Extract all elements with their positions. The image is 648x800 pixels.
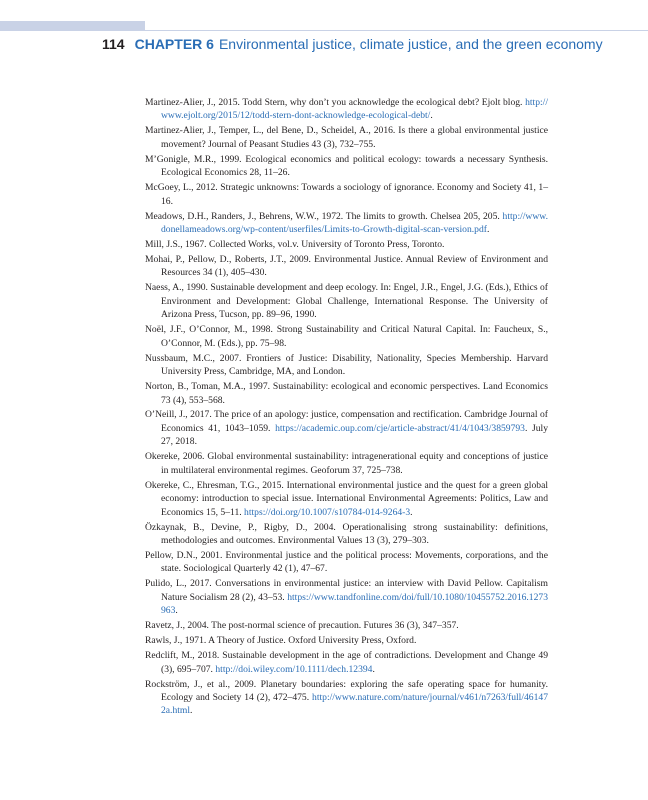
reference-item: Martinez-Alier, J., 2015. Todd Stern, why don’t you acknowledge the ecological debt? Ejolt blog. http://www.ejolt.org/2015/12/todd-stern-dont-acknowledge-ecological-debt/. (145, 97, 548, 122)
reference-item: Martinez-Alier, J., Temper, L., del Bene, D., Scheidel, A., 2016. Is there a global environmental justice movement? Journal of Peasant Studies 43 (3), 732–755. (145, 125, 548, 150)
running-head (102, 35, 603, 53)
reference-link[interactable]: http://www.nature.com/nature/journal/v461/n7263/full/461472a.html (161, 692, 548, 717)
reference-item: Mill, J.S., 1967. Collected Works, vol.v. University of Toronto Press, Toronto. (145, 239, 445, 251)
reference-item: Pulido, L., 2017. Conversations in environmental justice: an interview with David Pellow. Capitalism Nature Socialism 28 (2), 43–53. https://www.tandfonline.com/doi/full/10.1080/10455752.2016.1273963. (145, 578, 548, 617)
reference-item: O’Neill, J., 2017. The price of an apology: justice, compensation and rectification. Cambridge Journal of Economics 41, 1043–1059. https://academic.oup.com/cje/article-abstract/41/4/1043/3859793. July 27, 2018. (145, 409, 549, 448)
page-number: 114 (102, 36, 125, 52)
reference-item: Okereke, C., Ehresman, T.G., 2015. International environmental justice and the quest for a green global economy: introduction to special issue. International Environmental Agreements: Politics, Law and Economics 15, 5–11. https://doi.org/10.1007/s10784-014-9264-3. (145, 479, 548, 518)
reference-item: Nussbaum, M.C., 2007. Frontiers of Justice: Disability, Nationality, Species Membership. Harvard University Press, Cambridge, MA, and London. (145, 352, 548, 378)
reference-link[interactable]: http://doi.wiley.com/10.1111/dech.12394 (215, 663, 373, 675)
reference-link[interactable]: https://doi.org/10.1007/s10784-014-9264-3 (244, 506, 411, 518)
reference-item: Pellow, D.N., 2001. Environmental justice and the political process: Movements, corporations, and the state. Sociological Quarterly 42 (1), 47–67. (145, 550, 548, 575)
reference-item: Noël, J.F., O’Connor, M., 1998. Strong Sustainability and Critical Natural Capital. In: Faucheux, S., O’Connor, M. (Eds.), pp. 75–98. (145, 324, 548, 349)
reference-link[interactable]: https://www.tandfonline.com/doi/full/10.1080/10455752.2016.1273963 (161, 591, 548, 617)
reference-item: M’Gonigle, M.R., 1999. Ecological economics and political ecology: towards a necessary Synthesis. Ecological Economics 28, 11–26. (145, 153, 548, 179)
reference-link[interactable]: http://www.donellameadows.org/wp-content/userfiles/Limits-to-Growth-digital-scan-version.pdf (161, 210, 548, 236)
reference-item: Özkaynak, B., Devine, P., Rigby, D., 2004. Operationalising strong sustainability: definitions, methodologies and outcomes. Environmental Values 13 (3), 279–303. (145, 521, 548, 547)
header-tab-bar (0, 21, 145, 31)
reference-item: Norton, B., Toman, M.A., 1997. Sustainability: ecological and economic perspectives. Land Economics 73 (4), 553–568. (145, 381, 548, 406)
reference-item: Okereke, 2006. Global environmental sustainability: intragenerational equity and conceptions of justice in multilateral environmental regimes. Geoforum 37, 725–738. (145, 451, 548, 476)
header-rule (145, 30, 648, 31)
reference-item: Rockström, J., et al., 2009. Planetary boundaries: exploring the safe operating space for humanity. Ecology and Society 14 (2), 472–475. http://www.nature.com/nature/journal/v461/n7263/full/461472a.html. (145, 678, 548, 717)
reference-item: Mohai, P., Pellow, D., Roberts, J.T., 2009. Environmental Justice. Annual Review of Environment and Resources 34 (1), 405–430. (145, 253, 548, 279)
reference-link[interactable]: http://www.ejolt.org/2015/12/todd-stern-dont-acknowledge-ecological-debt/ (161, 97, 548, 122)
reference-item: Meadows, D.H., Randers, J., Behrens, W.W., 1972. The limits to growth. Chelsea 205, 205. http://www.donellameadows.org/wp-content/userfiles/Limits-to-Growth-digital-scan-version.pdf. (145, 210, 548, 236)
chapter-label: CHAPTER 6 (134, 36, 214, 52)
reference-item: Rawls, J., 1971. A Theory of Justice. Oxford University Press, Oxford. (145, 635, 417, 647)
reference-link[interactable]: https://academic.oup.com/cje/article-abstract/41/4/1043/3859793 (275, 422, 525, 434)
reference-item: McGoey, L., 2012. Strategic unknowns: Towards a sociology of ignorance. Economy and Society 41, 1–16. (145, 182, 548, 207)
reference-item: Redclift, M., 2018. Sustainable development in the age of contradictions. Development and Change 49 (3), 695–707. http://doi.wiley.com/10.1111/dech.12394. (145, 650, 548, 675)
reference-item: Naess, A., 1990. Sustainable development and deep ecology. In: Engel, J.R., Engel, J.G. (Eds.), Ethics of Environment and Development: Global Challenge, International Response. The University of Arizona Press, Tucson, pp. 89–96, 1990. (145, 282, 548, 321)
reference-item: Ravetz, J., 2004. The post-normal science of precaution. Futures 36 (3), 347–357. (145, 620, 459, 632)
reference-list (145, 96, 548, 719)
chapter-title: Environmental justice, climate justice, and the green economy (218, 36, 603, 52)
